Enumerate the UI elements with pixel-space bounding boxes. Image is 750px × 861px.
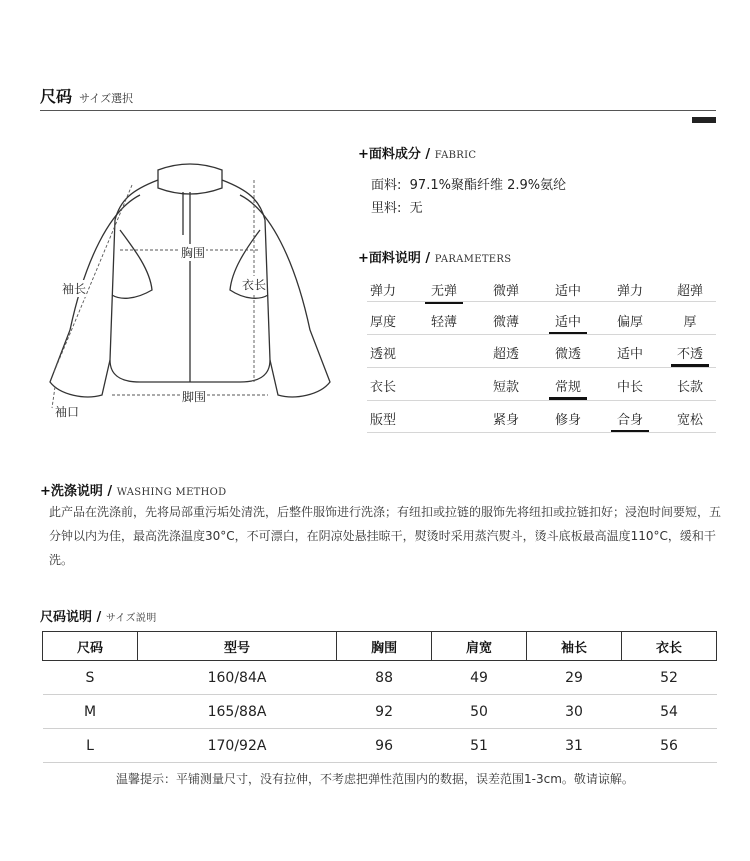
- parameters-section-title: +面料说明 / PARAMETERS: [358, 251, 512, 266]
- param-option: 厚: [683, 315, 697, 330]
- param-option-selected: 合身: [608, 409, 652, 428]
- body-length-label: 衣长: [242, 278, 267, 292]
- param-option: 偏厚: [616, 315, 643, 330]
- chest-label: 胸围: [181, 246, 206, 260]
- fabric-section-title: +面料成分 / FABRIC: [358, 147, 477, 162]
- param-option-selected: 无弹: [422, 280, 466, 299]
- fabric-lining-value: 无: [409, 201, 423, 216]
- param-row-label: 透视: [370, 347, 397, 362]
- col-header-model: 型号: [137, 632, 336, 661]
- param-row-label: 厚度: [370, 315, 397, 330]
- col-header-shoulder: 肩宽: [432, 632, 527, 661]
- cell-shoulder: 51: [432, 729, 527, 763]
- col-header-length: 衣长: [622, 632, 717, 661]
- col-header-size: 尺码: [43, 632, 138, 661]
- param-option: 宽松: [676, 413, 703, 428]
- cell-length: 56: [622, 729, 717, 763]
- fabric-lining-row: [371, 197, 423, 216]
- param-option: 微薄: [492, 315, 519, 330]
- cell-chest: 88: [337, 661, 432, 695]
- param-option: 轻薄: [430, 315, 457, 330]
- param-option: 中长: [616, 380, 643, 395]
- param-row-divider: [367, 334, 716, 335]
- cell-length: 52: [622, 661, 717, 695]
- table-row: [43, 729, 717, 763]
- page-title: 尺码: [40, 87, 73, 106]
- sleeve-length-label: 袖长: [62, 282, 87, 296]
- fabric-lining-label: 里料:: [371, 201, 402, 216]
- col-header-sleeve: 袖长: [527, 632, 622, 661]
- size-chart-title: 尺码说明 / サイズ説明: [40, 610, 157, 625]
- size-table: [42, 631, 717, 763]
- cell-sleeve: 29: [527, 661, 622, 695]
- fabric-main-value: 97.1%聚酯纤维 2.9%氨纶: [409, 178, 567, 193]
- washing-section-title: +洗涤说明 / WASHING METHOD: [40, 484, 227, 499]
- param-row-divider: [367, 367, 716, 368]
- param-option: 适中: [616, 347, 643, 362]
- header-divider: [40, 110, 716, 111]
- col-header-chest: 胸围: [337, 632, 432, 661]
- param-row-divider: [367, 432, 716, 433]
- param-option-selected: 常规: [546, 376, 590, 395]
- cell-sleeve: 30: [527, 695, 622, 729]
- jacket-right-sleeve-outline: [240, 195, 330, 397]
- washing-instructions: 此产品在洗涤前，先将局部重污垢处清洗，后整件服饰进行洗涤；有纽扣或拉链的服饰先将纽扣或拉链扣好；浸泡时间要短，五分钟以内为佳，最高洗涤温度30°C，不可漂白，在阴凉处悬挂晾干，熨烫时采用蒸汽熨斗，烫斗底板最高温度110°C，缓和干洗。: [49, 505, 722, 567]
- cell-model: 165/88A: [137, 695, 336, 729]
- footer-note: 温馨提示：平铺测量尺寸，没有拉伸，不考虑把弹性范围内的数据，误差范围1-3cm。敬请谅解。: [116, 772, 634, 786]
- cell-model: 160/84A: [137, 661, 336, 695]
- table-row: [43, 695, 717, 729]
- cell-length: 54: [622, 695, 717, 729]
- cell-size: S: [43, 661, 138, 695]
- page-subtitle: サイズ選択: [79, 92, 134, 105]
- header-accent-bar: [692, 117, 716, 123]
- cell-shoulder: 50: [432, 695, 527, 729]
- param-option: 微透: [554, 347, 581, 362]
- param-option-selected: 不透: [668, 343, 712, 362]
- cell-model: 170/92A: [137, 729, 336, 763]
- cell-chest: 92: [337, 695, 432, 729]
- cell-sleeve: 31: [527, 729, 622, 763]
- param-row-label: 弹力: [370, 284, 397, 299]
- param-option-selected: 适中: [546, 311, 590, 330]
- param-option: 修身: [554, 413, 581, 428]
- param-option: 短款: [492, 380, 519, 395]
- param-row-divider: [367, 400, 716, 401]
- param-option: 微弹: [492, 284, 519, 299]
- param-option: 超弹: [676, 284, 703, 299]
- hem-label: 脚围: [182, 390, 207, 404]
- param-row-label: 版型: [370, 413, 397, 428]
- size-table-header-row: [43, 632, 717, 661]
- cell-size: M: [43, 695, 138, 729]
- param-option: 紧身: [492, 413, 519, 428]
- jacket-collar-outline: [158, 164, 222, 194]
- table-row: [43, 661, 717, 695]
- cell-size: L: [43, 729, 138, 763]
- cuff-label: 袖口: [55, 405, 80, 419]
- param-option: 超透: [492, 347, 519, 362]
- param-option: 适中: [554, 284, 581, 299]
- param-option: 长款: [676, 380, 703, 395]
- param-row-label: 衣长: [370, 380, 397, 395]
- param-option: 弹力: [616, 284, 643, 299]
- param-row-divider: [367, 301, 716, 302]
- cell-shoulder: 49: [432, 661, 527, 695]
- cell-chest: 96: [337, 729, 432, 763]
- fabric-main-label: 面料:: [371, 178, 402, 193]
- fabric-main-row: [371, 174, 566, 193]
